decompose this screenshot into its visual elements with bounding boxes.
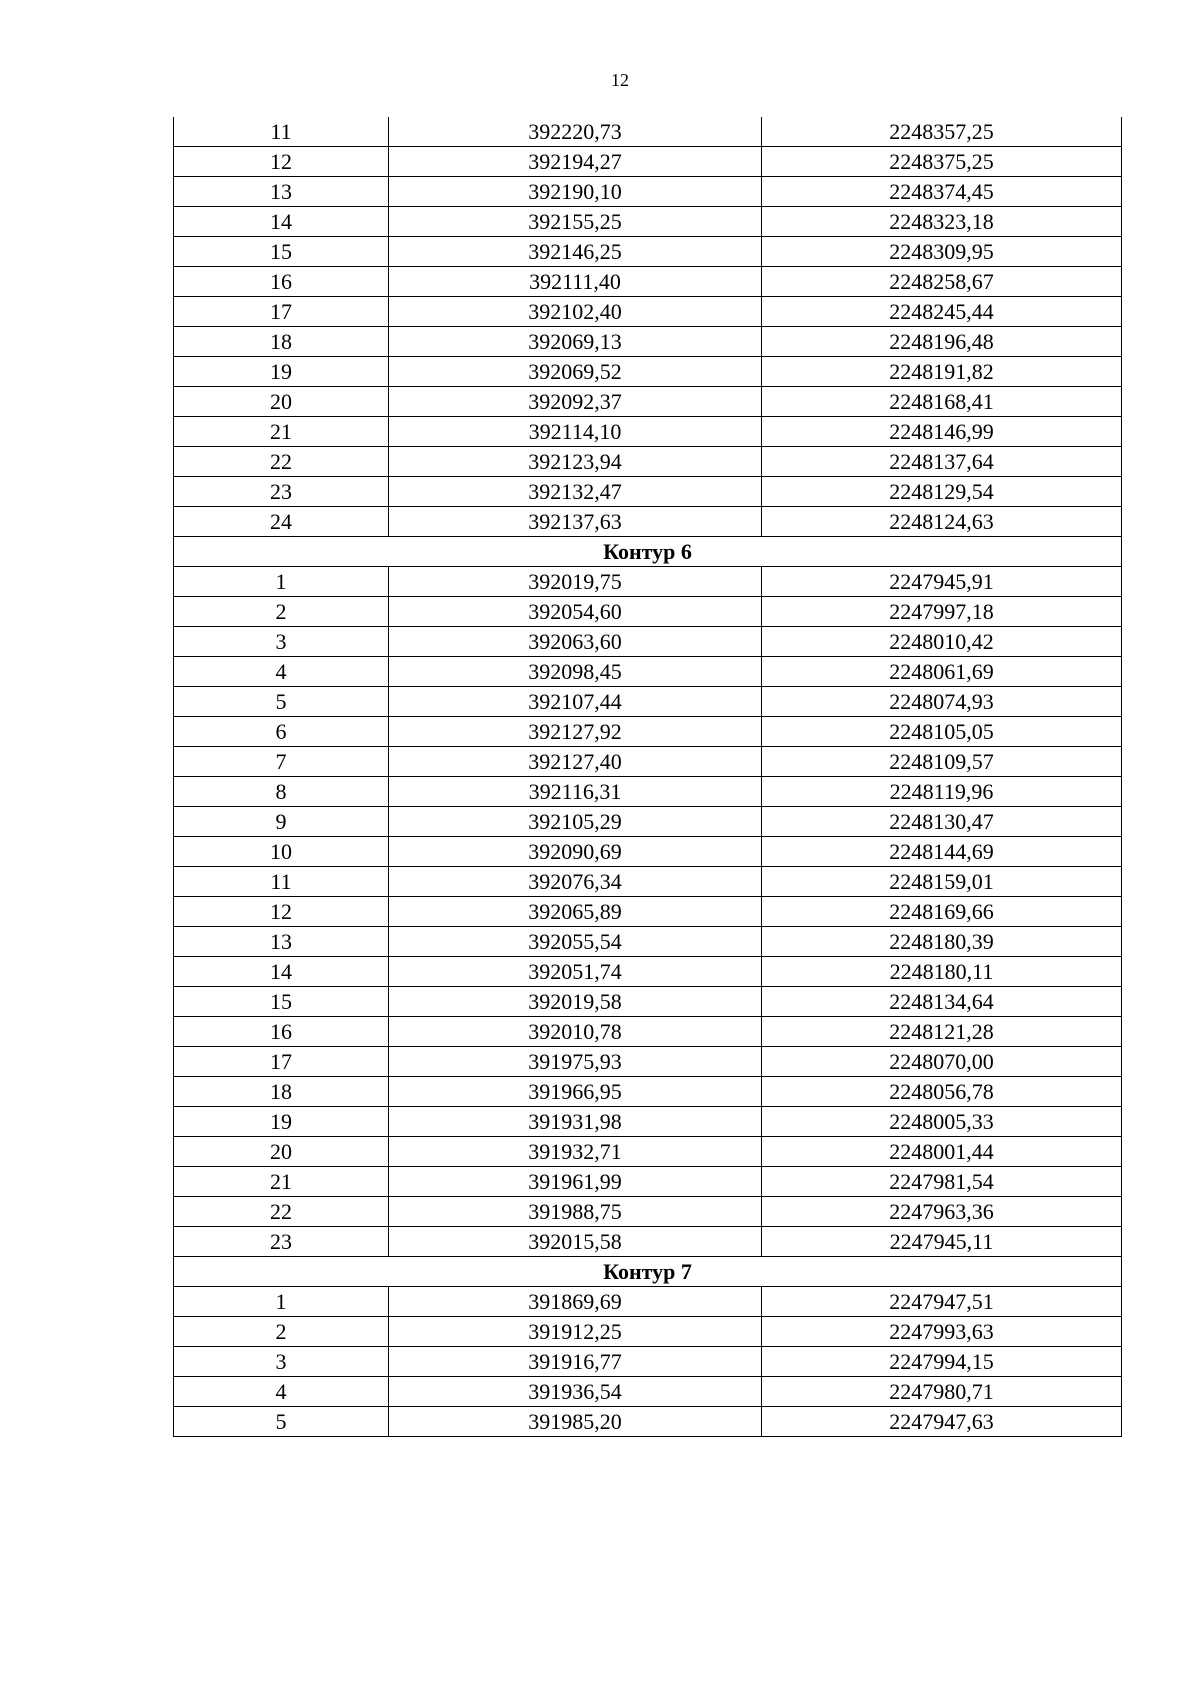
y-coordinate-cell: 2248357,25: [762, 117, 1122, 147]
point-number-cell: 14: [174, 207, 389, 237]
x-coordinate-cell: 392114,10: [389, 417, 762, 447]
table-row: [174, 1287, 1122, 1317]
table-row: [174, 327, 1122, 357]
x-coordinate-cell: 392010,78: [389, 1017, 762, 1047]
table-row: [174, 447, 1122, 477]
point-number-cell: 17: [174, 297, 389, 327]
y-coordinate-cell: 2247945,11: [762, 1227, 1122, 1257]
table-row: [174, 957, 1122, 987]
x-coordinate-cell: 392055,54: [389, 927, 762, 957]
x-coordinate-cell: 392092,37: [389, 387, 762, 417]
point-number-cell: 22: [174, 447, 389, 477]
y-coordinate-cell: 2247981,54: [762, 1167, 1122, 1197]
x-coordinate-cell: 392069,52: [389, 357, 762, 387]
y-coordinate-cell: 2248129,54: [762, 477, 1122, 507]
y-coordinate-cell: 2247947,51: [762, 1287, 1122, 1317]
section-heading-row: [174, 537, 1122, 567]
x-coordinate-cell: 392105,29: [389, 807, 762, 837]
table-row: [174, 267, 1122, 297]
y-coordinate-cell: 2248323,18: [762, 207, 1122, 237]
y-coordinate-cell: 2248124,63: [762, 507, 1122, 537]
y-coordinate-cell: 2248105,05: [762, 717, 1122, 747]
table-row: [174, 237, 1122, 267]
x-coordinate-cell: 392194,27: [389, 147, 762, 177]
y-coordinate-cell: 2248169,66: [762, 897, 1122, 927]
x-coordinate-cell: 392076,34: [389, 867, 762, 897]
table-row: [174, 297, 1122, 327]
x-coordinate-cell: 392019,58: [389, 987, 762, 1017]
point-number-cell: 19: [174, 357, 389, 387]
y-coordinate-cell: 2248146,99: [762, 417, 1122, 447]
point-number-cell: 20: [174, 1137, 389, 1167]
y-coordinate-cell: 2247947,63: [762, 1407, 1122, 1437]
y-coordinate-cell: 2248001,44: [762, 1137, 1122, 1167]
y-coordinate-cell: 2248168,41: [762, 387, 1122, 417]
y-coordinate-cell: 2248374,45: [762, 177, 1122, 207]
table-row: [174, 1407, 1122, 1437]
point-number-cell: 2: [174, 597, 389, 627]
y-coordinate-cell: 2247945,91: [762, 567, 1122, 597]
point-number-cell: 12: [174, 897, 389, 927]
point-number-cell: 19: [174, 1107, 389, 1137]
point-number-cell: 2: [174, 1317, 389, 1347]
section-heading: Контур 7: [174, 1257, 1122, 1287]
x-coordinate-cell: 391916,77: [389, 1347, 762, 1377]
x-coordinate-cell: 391988,75: [389, 1197, 762, 1227]
table-row: [174, 117, 1122, 147]
x-coordinate-cell: 391975,93: [389, 1047, 762, 1077]
x-coordinate-cell: 392132,47: [389, 477, 762, 507]
y-coordinate-cell: 2248056,78: [762, 1077, 1122, 1107]
table-row: [174, 1347, 1122, 1377]
point-number-cell: 6: [174, 717, 389, 747]
y-coordinate-cell: 2248196,48: [762, 327, 1122, 357]
x-coordinate-cell: 392063,60: [389, 627, 762, 657]
x-coordinate-cell: 392190,10: [389, 177, 762, 207]
y-coordinate-cell: 2248180,11: [762, 957, 1122, 987]
point-number-cell: 9: [174, 807, 389, 837]
point-number-cell: 1: [174, 1287, 389, 1317]
x-coordinate-cell: 391932,71: [389, 1137, 762, 1167]
table-row: [174, 987, 1122, 1017]
table-row: [174, 387, 1122, 417]
table-row: [174, 1047, 1122, 1077]
x-coordinate-cell: 392065,89: [389, 897, 762, 927]
table-row: [174, 627, 1122, 657]
table-row: [174, 507, 1122, 537]
y-coordinate-cell: 2247997,18: [762, 597, 1122, 627]
x-coordinate-cell: 392069,13: [389, 327, 762, 357]
table-row: [174, 1377, 1122, 1407]
x-coordinate-cell: 391985,20: [389, 1407, 762, 1437]
y-coordinate-cell: 2248005,33: [762, 1107, 1122, 1137]
y-coordinate-cell: 2248109,57: [762, 747, 1122, 777]
point-number-cell: 11: [174, 117, 389, 147]
table-row: [174, 567, 1122, 597]
x-coordinate-cell: 392155,25: [389, 207, 762, 237]
y-coordinate-cell: 2248258,67: [762, 267, 1122, 297]
point-number-cell: 15: [174, 987, 389, 1017]
y-coordinate-cell: 2248309,95: [762, 237, 1122, 267]
point-number-cell: 11: [174, 867, 389, 897]
point-number-cell: 16: [174, 267, 389, 297]
y-coordinate-cell: 2248144,69: [762, 837, 1122, 867]
point-number-cell: 14: [174, 957, 389, 987]
x-coordinate-cell: 392090,69: [389, 837, 762, 867]
x-coordinate-cell: 392146,25: [389, 237, 762, 267]
y-coordinate-cell: 2248180,39: [762, 927, 1122, 957]
point-number-cell: 21: [174, 1167, 389, 1197]
point-number-cell: 5: [174, 1407, 389, 1437]
y-coordinate-cell: 2247993,63: [762, 1317, 1122, 1347]
table-row: [174, 477, 1122, 507]
page-number: 12: [611, 70, 629, 90]
point-number-cell: 10: [174, 837, 389, 867]
table-row: [174, 1197, 1122, 1227]
point-number-cell: 23: [174, 1227, 389, 1257]
point-number-cell: 5: [174, 687, 389, 717]
table-row: [174, 897, 1122, 927]
point-number-cell: 3: [174, 627, 389, 657]
x-coordinate-cell: 391966,95: [389, 1077, 762, 1107]
y-coordinate-cell: 2248191,82: [762, 357, 1122, 387]
point-number-cell: 4: [174, 657, 389, 687]
table-row: [174, 927, 1122, 957]
x-coordinate-cell: 391912,25: [389, 1317, 762, 1347]
x-coordinate-cell: 392116,31: [389, 777, 762, 807]
x-coordinate-cell: 392054,60: [389, 597, 762, 627]
point-number-cell: 23: [174, 477, 389, 507]
table-row: [174, 687, 1122, 717]
y-coordinate-cell: 2248137,64: [762, 447, 1122, 477]
section-heading-row: [174, 1257, 1122, 1287]
point-number-cell: 20: [174, 387, 389, 417]
y-coordinate-cell: 2248119,96: [762, 777, 1122, 807]
point-number-cell: 24: [174, 507, 389, 537]
x-coordinate-cell: 391931,98: [389, 1107, 762, 1137]
x-coordinate-cell: 392127,92: [389, 717, 762, 747]
point-number-cell: 17: [174, 1047, 389, 1077]
table-row: [174, 1167, 1122, 1197]
y-coordinate-cell: 2248375,25: [762, 147, 1122, 177]
point-number-cell: 13: [174, 177, 389, 207]
x-coordinate-cell: 392220,73: [389, 117, 762, 147]
table-row: [174, 657, 1122, 687]
table-row: [174, 807, 1122, 837]
x-coordinate-cell: 392137,63: [389, 507, 762, 537]
point-number-cell: 12: [174, 147, 389, 177]
x-coordinate-cell: 392015,58: [389, 1227, 762, 1257]
y-coordinate-cell: 2248074,93: [762, 687, 1122, 717]
section-heading: Контур 6: [174, 537, 1122, 567]
x-coordinate-cell: 391936,54: [389, 1377, 762, 1407]
point-number-cell: 15: [174, 237, 389, 267]
y-coordinate-cell: 2248130,47: [762, 807, 1122, 837]
point-number-cell: 21: [174, 417, 389, 447]
y-coordinate-cell: 2248121,28: [762, 1017, 1122, 1047]
point-number-cell: 13: [174, 927, 389, 957]
x-coordinate-cell: 392019,75: [389, 567, 762, 597]
x-coordinate-cell: 392098,45: [389, 657, 762, 687]
y-coordinate-cell: 2248134,64: [762, 987, 1122, 1017]
table-row: [174, 1317, 1122, 1347]
point-number-cell: 18: [174, 1077, 389, 1107]
table-row: [174, 1137, 1122, 1167]
table-row: [174, 717, 1122, 747]
x-coordinate-cell: 392123,94: [389, 447, 762, 477]
table-row: [174, 1107, 1122, 1137]
x-coordinate-cell: 392107,44: [389, 687, 762, 717]
table-row: [174, 357, 1122, 387]
point-number-cell: 1: [174, 567, 389, 597]
table-row: [174, 1227, 1122, 1257]
y-coordinate-cell: 2247980,71: [762, 1377, 1122, 1407]
point-number-cell: 18: [174, 327, 389, 357]
x-coordinate-cell: 392051,74: [389, 957, 762, 987]
y-coordinate-cell: 2247994,15: [762, 1347, 1122, 1377]
y-coordinate-cell: 2248245,44: [762, 297, 1122, 327]
x-coordinate-cell: 392127,40: [389, 747, 762, 777]
point-number-cell: 7: [174, 747, 389, 777]
table-row: [174, 867, 1122, 897]
point-number-cell: 4: [174, 1377, 389, 1407]
table-row: [174, 207, 1122, 237]
table-row: [174, 1017, 1122, 1047]
coordinates-table-body: [174, 117, 1122, 1437]
table-row: [174, 597, 1122, 627]
table-row: [174, 147, 1122, 177]
table-row: [174, 777, 1122, 807]
x-coordinate-cell: 392102,40: [389, 297, 762, 327]
coordinates-table: [173, 117, 1122, 1437]
x-coordinate-cell: 391961,99: [389, 1167, 762, 1197]
point-number-cell: 22: [174, 1197, 389, 1227]
y-coordinate-cell: 2247963,36: [762, 1197, 1122, 1227]
table-row: [174, 747, 1122, 777]
point-number-cell: 3: [174, 1347, 389, 1377]
y-coordinate-cell: 2248010,42: [762, 627, 1122, 657]
y-coordinate-cell: 2248159,01: [762, 867, 1122, 897]
point-number-cell: 16: [174, 1017, 389, 1047]
x-coordinate-cell: 391869,69: [389, 1287, 762, 1317]
table-row: [174, 417, 1122, 447]
x-coordinate-cell: 392111,40: [389, 267, 762, 297]
y-coordinate-cell: 2248070,00: [762, 1047, 1122, 1077]
table-row: [174, 177, 1122, 207]
point-number-cell: 8: [174, 777, 389, 807]
table-row: [174, 1077, 1122, 1107]
table-row: [174, 837, 1122, 867]
y-coordinate-cell: 2248061,69: [762, 657, 1122, 687]
